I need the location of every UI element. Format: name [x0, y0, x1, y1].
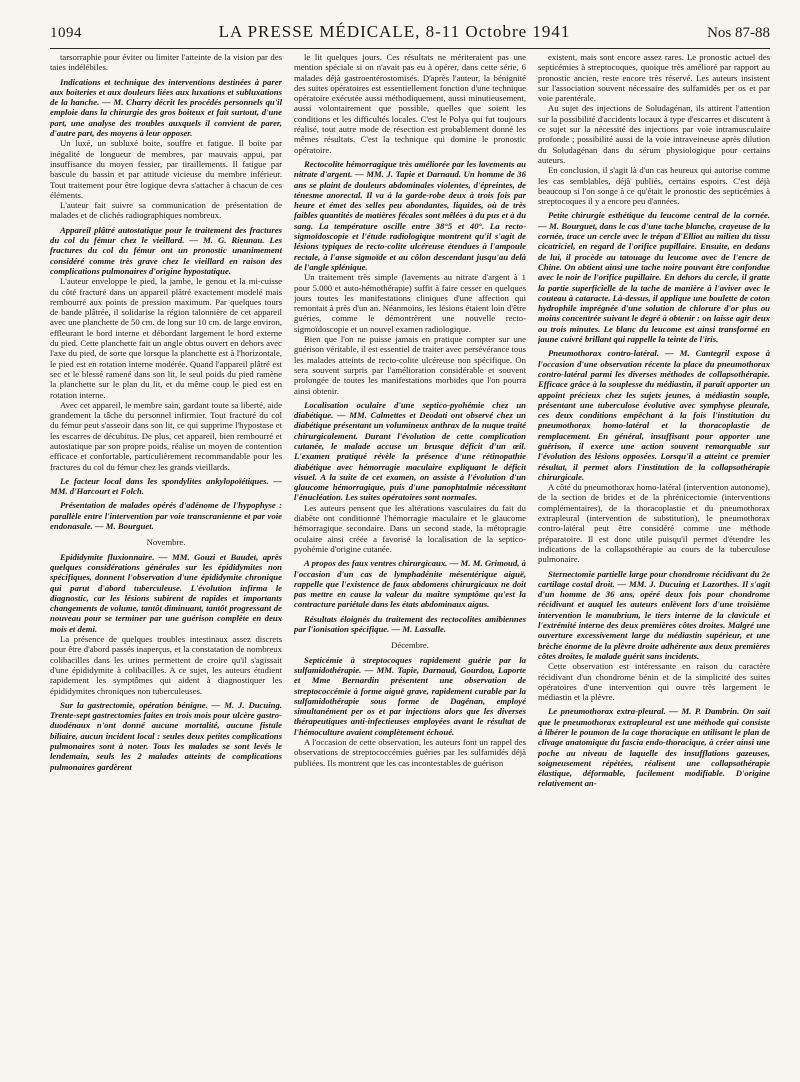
article-heading-paragraph: Appareil plâtré autostatique pour le traitement des fractures du col du fémur chez le vieillard. — M. G. Rieunau. Les fractures du col du fémur ont un pronostic unanimement considéré comme très grave chez le vieillard en raison des complications pulmonaires d'origine hypostatique.	[50, 224, 282, 276]
column-3	[538, 52, 770, 1082]
section-date: Décembre.	[391, 640, 429, 651]
body-paragraph: L'auteur enveloppe le pied, la jambe, le genou et la mi-cuisse du côté fracturé dans un appareil plâtré exactement modelé mais rembourré aux points de pression maximum. Par quelques tours de bande plâtrée, il solidarise la région talonnière de cet appareil avec une planchette de 50 cm. de long sur 10 cm. de large environ, effleurant le bord interne et débordant largement le bord externe du pied. Cette planchette fait un angle obtus ouvert en dehors avec l'axe du pied, de sorte que lorsque la planchette est à l'horizontale, le pied est en rotation interne modérée. Quand l'appareil plâtré est sec et le blessé ramené dans son lit, le seul poids du pied ramène la planchette sur le plan du lit, et du même coup le pied est en rotation interne.	[50, 276, 282, 400]
body-paragraph: Un traitement très simple (lavements au nitrate d'argent à 1 pour 5.000 et auto-hémothérapie) suffit à faire cesser en quelques jours toutes les manifestations cliniques d'une affection qui remontait à près d'un an. Néanmoins, les lésions étaient loin d'être guéries, comme le démontrèrent une nouvelle recto-sigmoïdoscopie et un nouvel examen radiologique.	[294, 272, 526, 334]
article-heading-paragraph: Pneumothorax contro-latéral. — M. Cantegril expose à l'occasion d'une observation récente la place du pneumothorax contro-latéral parmi les diverses méthodes de collapsothérapie. Efficace grâce à la souplesse du médiastin, il paraît apporter un appoint précieux chez les sujets jeunes, à médiastin souple, présentant une tuberculose évolutive avec symphyse pleurale, ces deux conditions empêchant à la fois l'institution du pneumothorax homo-latéral et la thoracoplastie de remplacement. En général, insuffisant pour apporter une guérison, il exerce une action souvent remarquable sur l'évolution des lésions opposées. Lorsqu'il a atteint ce premier résultat, il permet alors l'institution de la collapsothérapie chirurgicale.	[538, 348, 770, 482]
body-paragraph: A l'occasion de cette observation, les auteurs font un rappel des observations de streptococcémies guéries par les sulfamidés déjà publiées. Ils montrent que les cas incontestables de guérison	[294, 737, 526, 768]
article-heading-paragraph: Petite chirurgie esthétique du leucome central de la cornée. — M. Bourguet, dans le cas d'une tache blanche, crayeuse de la cornée, trace un cercle avec le trépan d'Elliot au milieu du tissu cicatriciel, en regard de l'orifice pupillaire. Ensuite, en dedans de lui, il procède au tatouage du leucome avec de l'encre de Chine. On obtient ainsi une tache noire pouvant être confondue avec le noir de l'orifice pupillaire. En dehors du cercle, il gratte la partie superficielle de la tache de manière à l'aviver avec le couteau à cataracte. Là-dessus, il applique une boulette de coton hydrophile imprégnée d'une solution de chlorure d'or plus ou moins concentrée suivant le degré à obtenir : on laisse agir deux ou trois minutes. Le blanc du leucome est ainsi transformé en jaune cuivré brillant qui rappelle la teinte de l'iris.	[538, 210, 770, 345]
issue-number: Nos 87-88	[707, 25, 770, 41]
page-header	[50, 22, 770, 49]
body-paragraph: Les auteurs pensent que les altérations vasculaires du fait du diabète ont conditionné l'hémorragie maculaire et le glaucome hémorragique secondaire. Dans un second stade, la métopragie oculaire ainsi créée a favorisé la localisation de la septico-pyohémie d'origine cutanée.	[294, 502, 526, 554]
article-heading-paragraph: Indications et technique des interventions destinées à parer aux boiteries et aux douleurs liées aux luxations et subluxations de la hanche. — M. Charry décrit les procédés personnels qu'il emploie dans la chirurgie des gros boiteux et fait surtout, d'une part, une analyse des troubles auxquels il convient de parer, d'autre part, des moyens à leur opposer.	[50, 76, 282, 139]
article-heading-paragraph: Epididymite fluxionnaire. — MM. Gouzi et Baudet, après quelques considérations générales sur les épididymites non spécifiques, donnent l'observation d'une épididymite chronique qui parut d'abord tuberculeuse. L'évolution infirma le diagnostic, car les lésions subirent de rapides et importants changements de volume, tantôt diminuant, tantôt progressant de nouveau pour se terminer par une guérison complète en deux mois et demi.	[50, 551, 282, 634]
article-heading-paragraph: Sur la gastrectomie, opération bénigne. — M. J. Ducuing. Trente-sept gastrectomies faites en trois mois pour ulcère gastro-duodénaux n'ont donné aucune mortalité, aucune fistule biliaire, aucun incident local : seules deux petites complications pulmonaires sont à noter. Tous les malades se sont levés le lendemain, seuls les 2 malades atteints de complications pulmonaires gardèrent	[50, 699, 282, 772]
body-paragraph: La présence de quelques troubles intestinaux assez discrets pour être d'abord passés inaperçus, et la constatation de nombreux colibacilles dans les urines permettent de croire qu'il s'agissait d'une épididymite à colibacilles. A ce sujet, les auteurs étudient rapidement les symptômes qui aident à diagnostiquer les épididymites chroniques non tuberculeuses.	[50, 634, 282, 696]
column-2	[294, 52, 526, 1082]
article-heading-paragraph: Résultats éloignés du traitement des rectocolites amibiennes par l'ionisation spécifique. — M. Lassalle.	[294, 613, 526, 635]
article-heading-paragraph: Le facteur local dans les spondylites ankylopoïétiques. — MM. d'Harcourt et Folch.	[50, 475, 282, 497]
article-heading-paragraph: Rectocolite hémorragique très améliorée par les lavements au nitrate d'argent. — MM. J. Tapie et Darnaud. Un homme de 36 ans se plaint de douleurs abdominales violentes, d'épreintes, de ténesme anorectal. Il va à la garde-robe deux à trois fois par heure et émet des selles peu abondantes, liquides, où de très faibles quantités de matières fécales sont mêlées à du pus et à du sang. La température oscille entre 38°5 et 40°. La recto-sigmoïdoscopie et l'étude radiologique montrent qu'il s'agit de lésions typiques de recto-colite ulcéreuse étendues à l'ampoule rectale, à l'anse sigmoïde et au côlon descendant jusqu'au delà de l'angle splénique.	[294, 158, 526, 272]
body-paragraph: tarsorraphie pour éviter ou limiter l'atteinte de la vision par des taies indélébiles.	[50, 52, 282, 73]
article-heading-paragraph: Localisation oculaire d'une septico-pyohémie chez un diabétique. — MM. Calmettes et Deodati ont observé chez un diabétique présentant un volumineux anthrax de la nuque traité chirurgicalement. Durant l'évolution de cette complication cutanée, le malade accuse un brusque déficit d'un œil. L'examen pratiqué révèle la présence d'une rétinopathie diabétique avec hémorragie maculaire expliquant le déficit visuel. A la suite de cet examen, on assiste à l'évolution d'un glaucome hémorragique, puis d'une panophtalmie nécessitant l'énucléation. Les suites opératoires sont normales.	[294, 399, 526, 503]
body-paragraph: A côté du pneumothorax homo-latéral (intervention autonome), de la section de brides et de la phrénicectomie (interventions complémentaires), de la thoracoplastie et du pneumothorax extrapleural (intervention de substitution), le pneumothorax contro-latéral peut être considéré comme une méthode préparatoire. Il est donc utile puisqu'il permet d'étendre les indications de la collapsothérapie au cours de la tuberculose pulmonaire.	[538, 482, 770, 565]
body-paragraph: L'auteur fait suivre sa communication de présentation de malades et de clichés radiographiques nombreux.	[50, 200, 282, 221]
article-heading-paragraph: Présentation de malades opérés d'adénome de l'hypophyse : parallèle entre l'intervention par voie transcranienne et par voie endonasale. — M. Bourguet.	[50, 500, 282, 532]
article-heading-paragraph: A propos des faux ventres chirurgicaux. — M. M. Grimoud, à l'occasion d'un cas de lymphadénite mésentérique aiguë, rappelle que l'existence de faux abdomens chirurgicaux ne doit pas mettre en cause la valeur du maître symptôme qu'est la contracture pariétale dans les états abdominaux aigus.	[294, 558, 526, 610]
column-1	[50, 52, 282, 1082]
body-paragraph: Bien que l'on ne puisse jamais en pratique compter sur une guérison véritable, il est essentiel de traiter avec persévérance tous les malades atteints de recto-colite ulcéreuse non spécifique. On sera souvent surpris par l'amélioration considérable et souvent prolongée de toutes les manifestations morbides que l'on pourra ainsi obtenir.	[294, 334, 526, 396]
article-heading-paragraph: Le pneumothorax extra-pleural. — M. P. Dambrin. On sait que le pneumothorax extrapleural est une méthode qui consiste à libérer le poumon de la cage thoracique en utilisant le plan de clivage anatomique du fascia endo-thoracique, à créer ainsi une poche au niveau de laquelle des insufflations gazeuses, soigneusement répétées, réalisent une collapsothérapie élastique, déformable, facilement modifiable. D'origine relativement an-	[538, 706, 770, 789]
body-paragraph: Cette observation est intéressante en raison du caractère récidivant d'un chondrome bénin et de la simplicité des suites opératoires d'une intervention qui ouvre très largement le médiastin et la plèvre.	[538, 661, 770, 703]
section-date: Novembre.	[146, 537, 186, 548]
body-paragraph: Au sujet des injections de Soludagénan, ils attirent l'attention sur la possibilité d'accidents locaux à type d'escarres et discutent à ce sujet sur la nécessité des injections par voie intramusculaire profonde ; possibilité aussi de la voie intraveineuse après dilution du Soludagénan dans du sérum physiologique pour certains auteurs.	[538, 103, 770, 165]
page-number: 1094	[50, 25, 82, 41]
body-paragraph: En conclusion, il s'agit là d'un cas heureux qui autorise comme les cas semblables, déjà publiés, certains espoirs. C'est déjà beaucoup si l'on songe à ce qu'était le pronostic des septicémies à streptocoques il y a encore peu d'années.	[538, 165, 770, 207]
body-paragraph: existent, mais sont encore assez rares. Le pronostic actuel des septicémies à streptocoques, quoique très amélioré par rapport au pronostic ancien, reste encore très réservé. Les auteurs insistent sur l'association souvent nécessaire des sulfamidés per os et par voie parentérale.	[538, 52, 770, 104]
article-heading-paragraph: Sternectomie partielle large pour chondrome récidivant du 2e cartilage costal droit. — MM. J. Ducuing et Lazorthes. Il s'agit d'un homme de 36 ans, opéré deux fois pour chondrome récidivant et auquel les auteurs enlèvent lors d'une troisième intervention le manubrium, le tiers interne de la clavicule et l'extrémité interne des deux premières côtes droites. Malgré une ouverture excessivement large du médiastin supérieur, et une brèche énorme de la plèvre droite adhérente aux deux premières côtes droites, le malade guérit sans incidents.	[538, 568, 770, 661]
body-paragraph: le lit quelques jours. Ces résultats ne mériteraient pas une mention spéciale si on n'avait pas eu à opérer, dans cette série, 6 malades déjà gastroentérostomisés. D'après l'auteur, la bénignité des suites opératoires est essentiellement fonction d'une technique opératoire exécutée aussi méthodiquement, aussi minutieusement, aussi volontairement que possible, quelles que soient les conditions et les difficultés locales. C'est le Polya qui fut toujours réalisé, tout autre mode de résection est probablement donné les mêmes résultats. C'est la technique qui domine le pronostic opératoire.	[294, 52, 526, 155]
body-paragraph: Avec cet appareil, le membre sain, gardant toute sa liberté, aide grandement la tâche du personnel infirmier. Tout fracturé du col du fémur peut s'asseoir dans son lit, ce qui supprime l'hypostase et les escarres de décubitus. De plus, cet appareil, bien rembourré et autostatique par son propre poids, réalise un moyen de contention efficace et confortable, particulièrement recommandable pour les fractures du col du fémur chez les grands vieillards.	[50, 399, 282, 472]
journal-title: LA PRESSE MÉDICALE, 8-11 Octobre 1941	[218, 22, 571, 41]
body-paragraph: Un luxé, un subluxé boite, souffre et fatigue. Il boite par inégalité de longueur de membres, par mauvais appui, par insuffisance du moyen fessier, par tiraillements. Il fatigue par bascule du bassin et par attitude vicieuse du membre inférieur. Tout traitement pour être logique devra s'attacher à chacun de ces éléments.	[50, 138, 282, 200]
text-columns	[50, 52, 770, 1082]
article-heading-paragraph: Septicémie à streptocoques rapidement guérie par la sulfamidothérapie. — MM. Tapie, Darnaud, Gourdou, Laporte et Mme Bernardin présentent une observation de streptococcémie à forme aiguë grave, rapidement curable par la sulfamidothérapie sous forme de Dagénan, employé simultanément per os et par injections alors que les diverses thérapeutiques anti-infectieuses employées avant le résultat de l'hémoculture avaient complètement échoué.	[294, 654, 526, 737]
